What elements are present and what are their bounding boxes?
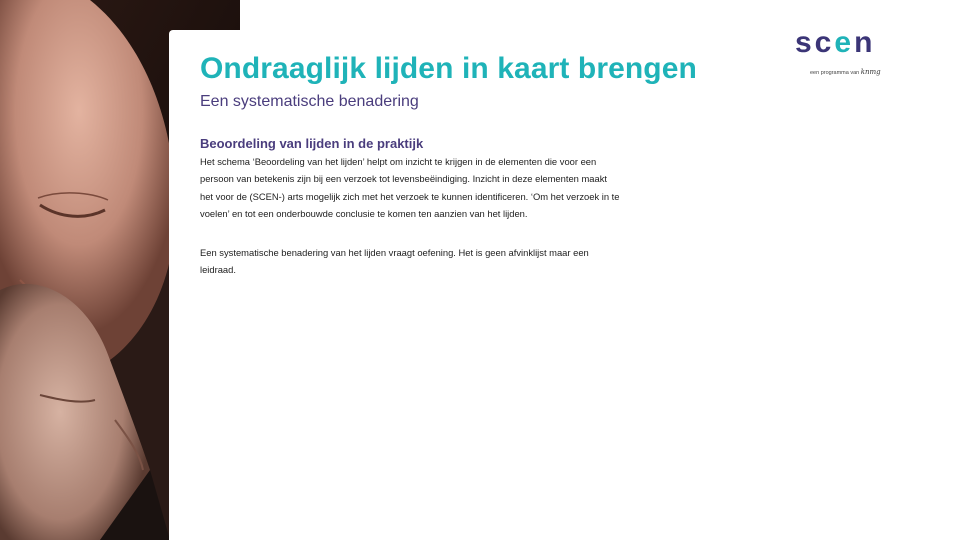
section-heading: Beoordeling van lijden in de praktijk	[200, 136, 424, 151]
logo-part-sc: sc	[795, 26, 835, 59]
logo-wordmark	[795, 26, 875, 60]
slide-subtitle: Een systematische benadering	[200, 93, 419, 110]
logo-part-n: n	[854, 26, 876, 59]
knmg-brand: knmg	[860, 68, 881, 76]
logo-part-e: e	[834, 26, 855, 59]
slide-title: Ondraaglijk lijden in kaart brengen	[200, 52, 697, 85]
paragraph-2: Een systematische benadering van het lijden vraagt oefening. Het is geen afvinklijst maar een leidraad.	[200, 247, 589, 276]
logo-tagline	[810, 68, 881, 76]
logo-tagline-text: een programma van	[810, 70, 860, 76]
scen-logo	[795, 26, 895, 82]
content-panel	[169, 30, 960, 540]
paragraph-1: Het schema ‘Beoordeling van het lijden’ helpt om inzicht te krijgen in de elementen die voor een persoon van betekenis zijn bij een verzoek tot levensbeëindiging. Inzicht in deze elementen maakt het voor de (SCEN-) arts mogelijk zich met het verzoek te kunnen identificeren. ‘Om het verzoek in te voelen’ en tot een onderbouwde conclusie te komen ten aanzien van het lijden.	[200, 156, 620, 220]
